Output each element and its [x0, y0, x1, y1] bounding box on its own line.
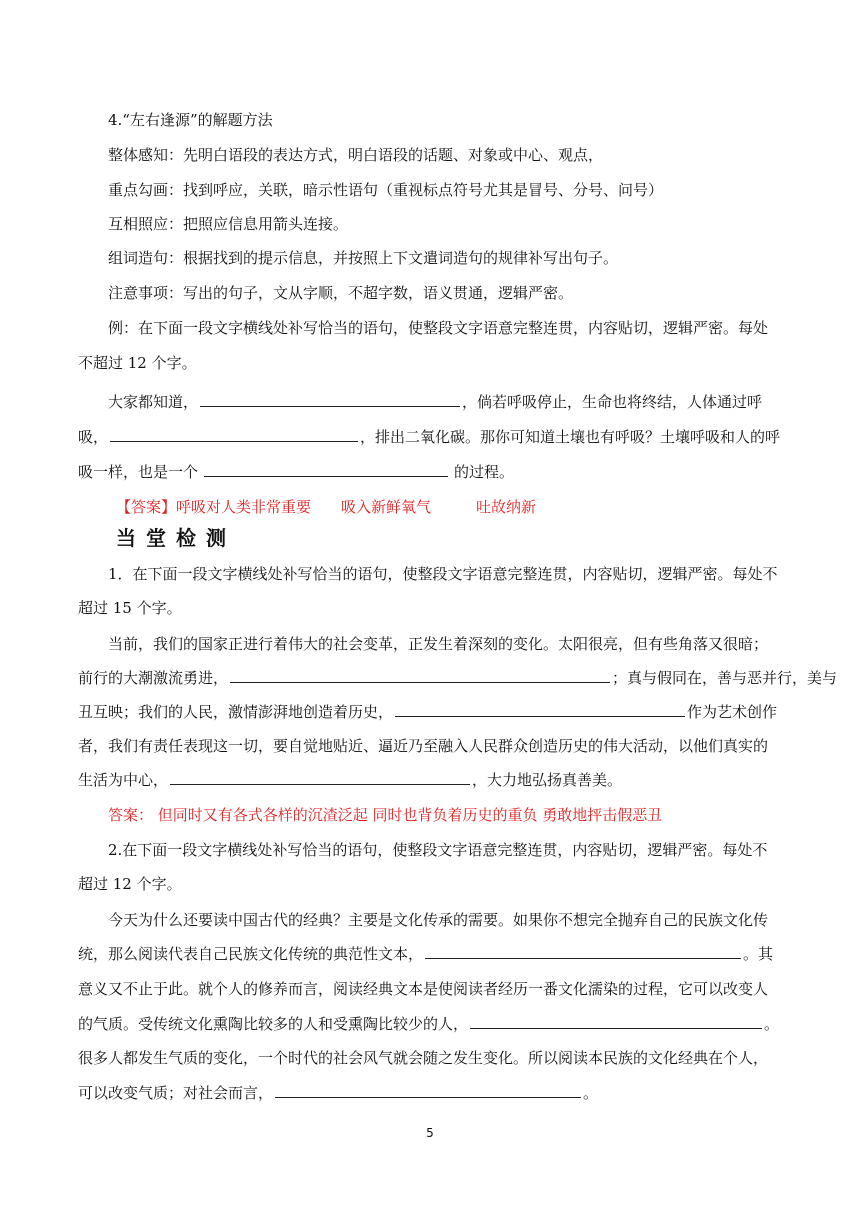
q1-text-line-2: 前行的大潮激流勇进， ；真与假同在，善与恶并行，美与	[78, 669, 838, 687]
page-number: 5	[426, 1126, 434, 1140]
fill-blank[interactable]	[170, 770, 470, 785]
q1-text-line-1: 当前，我们的国家正进行着伟大的社会变革，正发生着深刻的变化。太阳很亮，但有些角落又很暗；	[108, 635, 769, 653]
method-line-1: 整体感知：先明白语段的表达方式，明白语段的话题、对象或中心、观点，	[108, 146, 604, 164]
method-title: 4.“左右逢源”的解题方法	[108, 111, 273, 129]
example-text-line-2: 吸， ，排出二氧化碳。那你可知道土壤也有呼吸？土壤呼吸和人的呼	[78, 428, 781, 446]
q2-text-line-3: 意义又不止于此。就个人的修养而言，阅读经典文本是使阅读者经历一番文化濡染的过程，它可以改变人	[78, 980, 769, 998]
q2-prompt-cont: 超过 12 个字。	[78, 875, 182, 893]
q2-prompt: 2.在下面一段文字横线处补写恰当的语句，使整段文字语意完整连贯，内容贴切，逻辑严密。每处不	[108, 841, 768, 859]
q1-prompt-cont: 超过 15 个字。	[78, 599, 182, 617]
example-text-line-1: 大家都知道， ，倘若呼吸停止，生命也将终结，人体通过呼	[108, 393, 763, 411]
method-line-4: 组词造句：根据找到的提示信息，并按照上下文遣词造句的规律补写出句子。	[108, 249, 619, 267]
fill-blank[interactable]	[110, 427, 358, 442]
method-line-3: 互相照应：把照应信息用箭头连接。	[108, 215, 349, 233]
q1-text-line-5: 生活为中心， ，大力地弘扬真善美。	[78, 771, 623, 789]
method-line-2: 重点勾画：找到呼应，关联，暗示性语句（重视标点符号尤其是冒号、分号、问号）	[108, 181, 664, 199]
fill-blank[interactable]	[230, 668, 610, 683]
q1-answer: 答案： 但同时又有各式各样的沉渣泛起 同时也背负着历史的重负 勇敢地抨击假恶丑	[108, 806, 663, 824]
q2-text-line-4: 的气质。受传统文化熏陶比较多的人和受熏陶比较少的人， 。	[78, 1015, 780, 1033]
q1-text-line-3: 丑互映；我们的人民，激情澎湃地创造着历史， 作为艺术创作	[78, 703, 778, 721]
fill-blank[interactable]	[204, 462, 448, 477]
section-heading: 当堂检测	[116, 526, 236, 550]
fill-blank[interactable]	[200, 392, 460, 407]
q2-text-line-1: 今天为什么还要读中国古代的经典？主要是文化传承的需要。如果你不想完全抛弃自己的民族文化传	[108, 911, 769, 929]
q2-text-line-2: 统，那么阅读代表自己民族文化传统的典范性文本， 。其	[78, 945, 774, 963]
method-line-5: 注意事项：写出的句子，文从字顺，不超字数，语义贯通，逻辑严密。	[108, 284, 574, 302]
example-prompt: 例：在下面一段文字横线处补写恰当的语句，使整段文字语意完整连贯，内容贴切，逻辑严密。每处	[108, 319, 769, 337]
example-prompt-cont: 不超过 12 个字。	[78, 354, 197, 372]
fill-blank[interactable]	[470, 1014, 762, 1029]
q2-text-line-5: 很多人都发生气质的变化，一个时代的社会风气就会随之发生变化。所以阅读本民族的文化经典在个人，	[78, 1049, 769, 1067]
example-answer: 【答案】呼吸对人类非常重要 吸入新鲜氧气 吐故纳新	[116, 498, 537, 516]
q1-text-line-4: 者，我们有责任表现这一切，要自觉地贴近、逼近乃至融入人民群众创造历史的伟大活动，以他们真实的	[78, 737, 769, 755]
fill-blank[interactable]	[275, 1083, 581, 1098]
fill-blank[interactable]	[425, 944, 741, 959]
q2-text-line-6: 可以改变气质；对社会而言， 。	[78, 1084, 599, 1102]
q1-prompt: 1．在下面一段文字横线处补写恰当的语句，使整段文字语意完整连贯，内容贴切，逻辑严密。每处不	[108, 565, 778, 583]
example-text-line-3: 吸一样，也是一个 的过程。	[78, 463, 515, 481]
fill-blank[interactable]	[395, 702, 685, 717]
